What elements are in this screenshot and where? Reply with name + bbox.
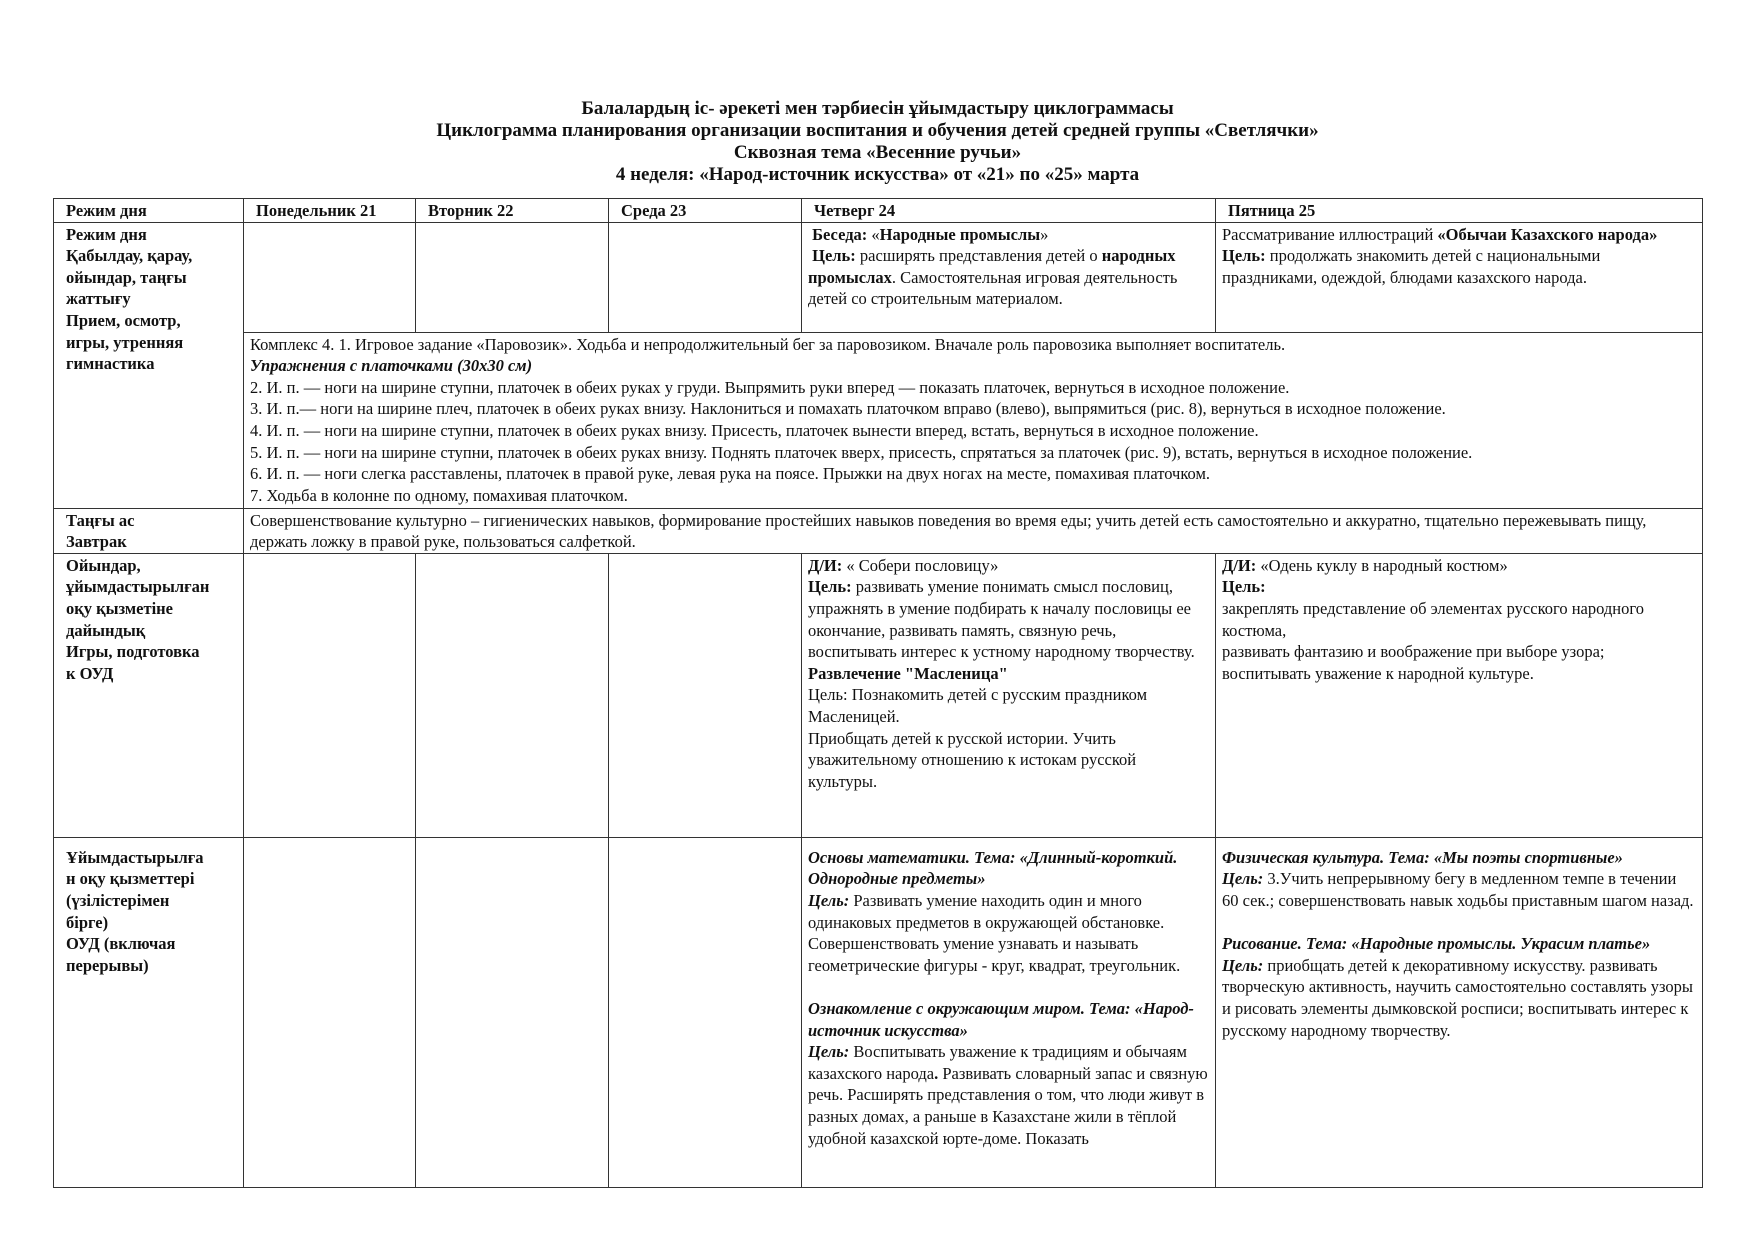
cell-games-monday [244, 553, 416, 837]
cell-breakfast: Совершенствование культурно – гигиенических навыков, формирование простейших навыков поведения во время еды; учить детей есть самостоятельно и аккуратно, тщательно пережевывать пищу, держать ложку в правой руке, пользоваться салфеткой. [244, 508, 1703, 553]
row-label-reception: Режим дня Қабылдау, қарау, ойындар, таңғы жаттығу Прием, осмотр, игры, утренняя гимнастика [54, 222, 244, 508]
lesson-pe-goal: Цель: 3.Учить непрерывному бегу в медленном темпе в течении 60 сек.; совершенствовать навык ходьбы приставным шагом назад. [1222, 869, 1694, 910]
heading-theme: Сквозная тема «Весенние ручьи» [733, 142, 1022, 163]
lesson-math-title: Основы математики. Тема: «Длинный-короткий. Однородные предметы» [808, 847, 1178, 889]
cell-gymnastics [244, 332, 1703, 508]
didactic-game-goal-label: Цель: [1222, 577, 1266, 597]
heading-russian: Циклограмма планирования организации воспитания и обучения детей средней группы «Светлячки» [436, 120, 1319, 141]
column-header-wednesday: Среда 23 [609, 199, 802, 223]
gymnastics-item: 5. И. п. — ноги на ширине ступни, платочек в обеих руках внизу. Поднять платочек вверх, присесть, спрятаться за платочек (рис. 9), встать, вернуться в исходное положение. [250, 442, 1473, 462]
heading-kazakh: Балалардың іс- әрекеті мен тәрбиесін ұйымдастыру циклограммасы [581, 98, 1174, 119]
table-header-row [54, 199, 1703, 223]
table-row-gymnastics [54, 332, 1703, 508]
lesson-drawing-title: Рисование. Тема: «Народные промыслы. Украсим платье» [1222, 934, 1651, 954]
gymnastics-item: 3. И. п.— ноги на ширине плеч, платочек в обеих руках внизу. Наклониться и помахать платочком вправо (влево), выпрямиться (рис. 8), вернуться в исходное положение. [250, 399, 1446, 419]
cell-games-wednesday [609, 553, 802, 837]
gymnastics-item: 7. Ходьба в колонне по одному, помахивая платочком. [250, 485, 628, 505]
heading-week: 4 неделя: «Народ-источник искусства» от «21» по «25» марта [615, 164, 1140, 185]
column-header-friday: Пятница 25 [1216, 199, 1703, 223]
table-row-oud [54, 837, 1703, 1187]
cell-oud-thursday [802, 837, 1216, 1187]
cell-reception-wednesday [609, 222, 802, 332]
gymnastics-item: 2. И. п. — ноги на ширине ступни, платочек в обеих руках у груди. Выпрямить руки вперед — показать платочек, вернуться в исходное положение. [250, 377, 1290, 397]
gymnastics-item: 4. И. п. — ноги на ширине ступни, платочек в обеих руках внизу. Присесть, платочек вынести вперед, встать, вернуться в исходное положение. [250, 420, 1259, 440]
cell-oud-tuesday [416, 837, 609, 1187]
didactic-game-goal: Цель: развивать умение понимать смысл пословиц, упражнять в умение подбирать к началу пословицы ее окончание, развивать память, связную речь, воспитывать интерес к устному народному творчеству. [808, 577, 1195, 662]
conversation-goal: Цель: расширять представления детей о народных промыслах. Самостоятельная игровая деятельность детей со строительным материалом. [808, 246, 1178, 309]
lesson-world-title: Ознакомление с окружающим миром. Тема: «Народ-источник искусства» [808, 998, 1194, 1040]
row-label-oud: Ұйымдастырылға н оқу қызметтері (үзілістерімен бірге) ОУД (включая перерывы) [54, 837, 244, 1187]
gymnastics-item: 6. И. п. — ноги слегка расставлены, платочек в правой руке, левая рука на поясе. Прыжки на двух ногах на месте, помахивая платочком. [250, 464, 1211, 484]
cyclogram-table [53, 198, 1703, 1188]
cell-oud-friday [1216, 837, 1703, 1187]
row-label-games: Ойындар, ұйымдастырылған оқу қызметіне дайындық Игры, подготовка к ОУД [54, 553, 244, 837]
cell-games-tuesday [416, 553, 609, 837]
lesson-math-goal: Цель: Развивать умение находить один и много одинаковых предметов в окружающей обстановке. Совершенствовать умение узнавать и называть геометрические фигуры - круг, квадрат, треугольник. [808, 890, 1181, 975]
cell-reception-friday: Рассматривание иллюстраций «Обычаи Казахского народа» Цель: продолжать знакомить детей с национальными праздниками, одеждой, блюдами казахского народа. [1216, 222, 1703, 332]
entertainment-title: Развлечение "Масленица" [808, 663, 1008, 683]
cell-games-friday: Д/И: «Одень куклу в народный костюм» Цель: закреплять представление об элементах русского народного костюма, развивать фантазию и воображение при выборе узора; воспитывать уважение к народной культуре. [1216, 553, 1703, 837]
cell-oud-monday [244, 837, 416, 1187]
column-header-regime: Режим дня [54, 199, 244, 223]
cell-reception-thursday [802, 222, 1216, 332]
column-header-thursday: Четверг 24 [802, 199, 1216, 223]
didactic-game-title: Д/И: « Собери пословицу» [808, 555, 999, 575]
lesson-drawing-goal: Цель: приобщать детей к декоративному искусству. развивать творческую активность, научить самостоятельно составлять узоры и рисовать элементы дымковской росписи; воспитывать интерес к русскому народному творчеству. [1222, 955, 1693, 1040]
gymnastics-complex: Комплекс 4. 1. Игровое задание «Паровозик». Ходьба и непродолжительный бег за паровозиком. Вначале роль паровозика выполняет воспитатель. [250, 334, 1286, 354]
document-headings [0, 98, 1755, 186]
row-label-breakfast: Таңғы ас Завтрак [54, 508, 244, 553]
lesson-pe-title: Физическая культура. Тема: «Мы поэты спортивные» [1222, 847, 1623, 867]
cell-reception-monday [244, 222, 416, 332]
table-row-games [54, 553, 1703, 837]
entertainment-goal: Цель: Познакомить детей с русским праздником Масленицей. [808, 685, 1148, 726]
didactic-game-title: Д/И: «Одень куклу в народный костюм» [1222, 555, 1508, 575]
column-header-monday: Понедельник 21 [244, 199, 416, 223]
column-header-tuesday: Вторник 22 [416, 199, 609, 223]
conversation-title: Беседа: «Народные промыслы» [812, 224, 1049, 244]
table-row-breakfast [54, 508, 1703, 553]
cell-oud-wednesday [609, 837, 802, 1187]
lesson-world-goal: Цель: Воспитывать уважение к традициям и обычаям казахского народа. Развивать словарный запас и связную речь. Расширять представления о том, что люди живут в разных домах, а раньше в Казахстане жили в тёплой удобной казахской юрте-доме. Показать [808, 1042, 1208, 1148]
gymnastics-subtitle: Упражнения с платочками (30x30 см) [250, 356, 533, 376]
cell-reception-tuesday [416, 222, 609, 332]
table-row-reception [54, 222, 1703, 332]
cell-games-thursday [802, 553, 1216, 837]
entertainment-text: Приобщать детей к русской истории. Учить уважительному отношению к истокам русской культуры. [808, 728, 1137, 791]
